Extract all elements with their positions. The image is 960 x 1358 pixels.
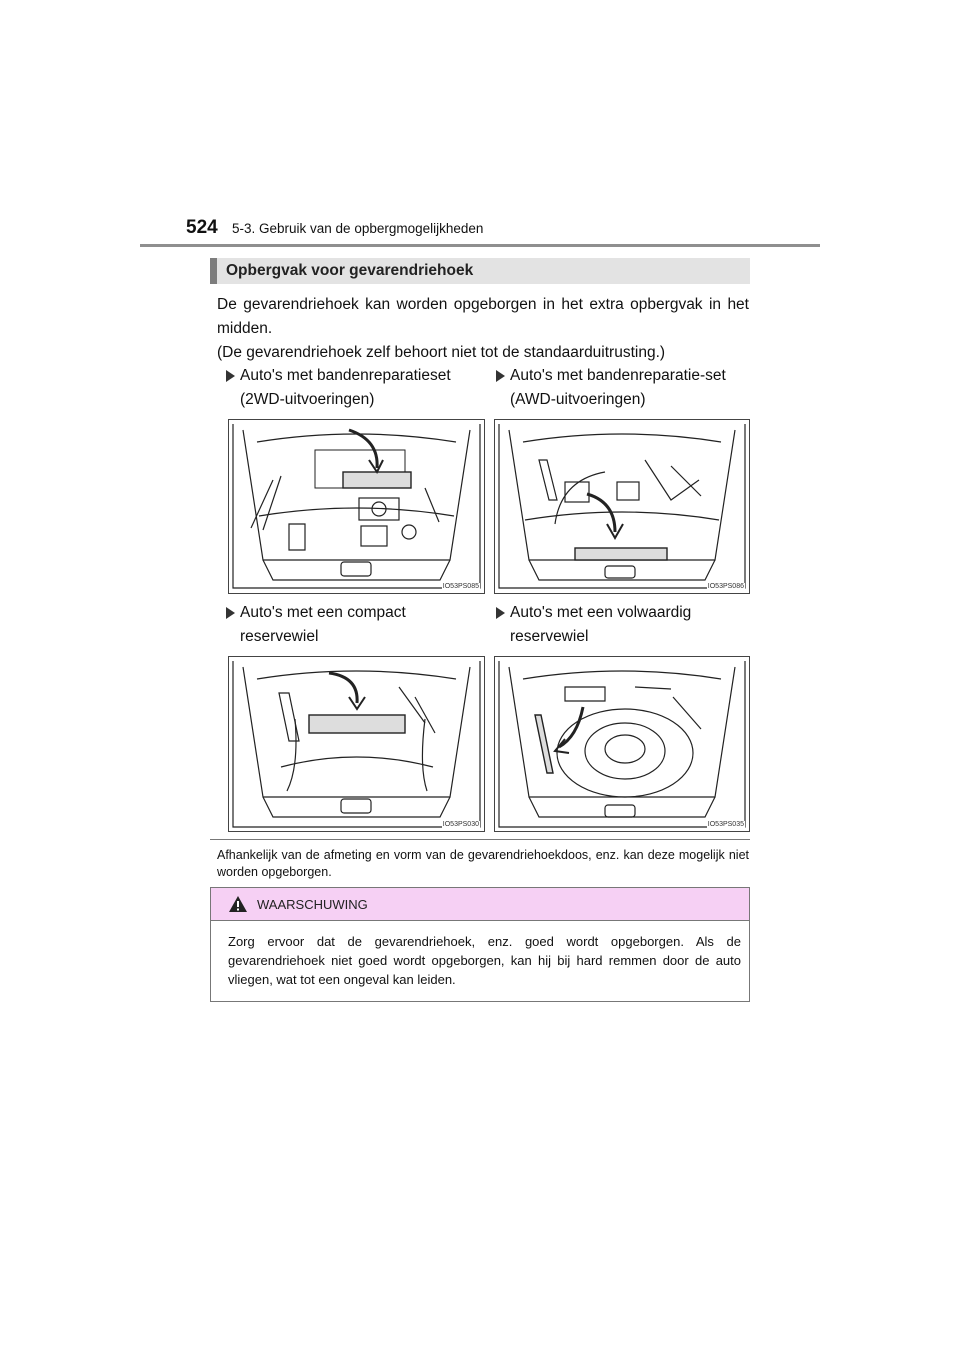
- luggage-area-illustration: [229, 657, 484, 831]
- heading-accent: [210, 258, 217, 284]
- intro-line-1: De gevarendriehoek kan worden opgeborgen in het extra opbergvak in het midden.: [217, 296, 749, 337]
- luggage-area-illustration: [495, 657, 749, 831]
- variant-label-text: Auto's met een volwaardig reservewiel: [510, 604, 692, 645]
- variant-label-text: Auto's met bandenreparatieset (2WD-uitvoeringen): [240, 367, 451, 408]
- luggage-area-illustration: [495, 420, 749, 593]
- variant-label-text: Auto's met bandenreparatie-set (AWD-uitvoeringen): [510, 367, 726, 408]
- variant-label-compact: [228, 601, 468, 649]
- warning-body: Zorg ervoor dat de gevarendriehoek, enz. goed wordt opgeborgen. Als de gevarendriehoek niet goed wordt opgeborgen, kan hij bij hard remmen door de auto vliegen, wat tot een ongeval kan leiden.: [228, 934, 741, 987]
- section-bottom-rule: [210, 839, 750, 840]
- variant-label-awd: [498, 364, 738, 412]
- page-number: 524: [186, 217, 218, 238]
- warning-box: [210, 887, 750, 1002]
- intro-line-2: (De gevarendriehoek zelf behoort niet tot de standaarduitrusting.): [217, 344, 666, 361]
- section-title: 5-3. Gebruik van de opbergmogelijkheden: [232, 221, 484, 236]
- variant-label-text: Auto's met een compact reservewiel: [240, 604, 406, 645]
- figure-fullsize-spare: [494, 656, 750, 832]
- header-rule: [140, 244, 820, 247]
- warning-triangle-icon: [228, 895, 248, 918]
- figure-code: IO53PS030: [442, 821, 479, 828]
- triangle-right-icon: [496, 607, 505, 619]
- variant-label-fullsize: [498, 601, 738, 649]
- storage-note: Afhankelijk van de afmeting en vorm van de gevarendriehoekdoos, enz. kan deze mogelijk niet worden opgeborgen.: [217, 848, 749, 879]
- warning-title: WAARSCHUWING: [257, 897, 368, 912]
- triangle-right-icon: [226, 370, 235, 382]
- variant-label-2wd: [228, 364, 468, 412]
- figure-compact-spare: [228, 656, 485, 832]
- figure-2wd-repair-kit: [228, 419, 485, 594]
- figure-code: IO53PS085: [442, 583, 479, 590]
- figure-awd-repair-kit: [494, 419, 750, 594]
- triangle-right-icon: [496, 370, 505, 382]
- section-heading: [210, 258, 750, 284]
- section-heading-text: Opbergvak voor gevarendriehoek: [226, 262, 474, 279]
- luggage-area-illustration: [229, 420, 484, 593]
- intro-text: [217, 293, 749, 365]
- figure-code: IO53PS086: [707, 583, 744, 590]
- figure-code: IO53PS035: [707, 821, 744, 828]
- triangle-right-icon: [226, 607, 235, 619]
- warning-header: [211, 888, 749, 921]
